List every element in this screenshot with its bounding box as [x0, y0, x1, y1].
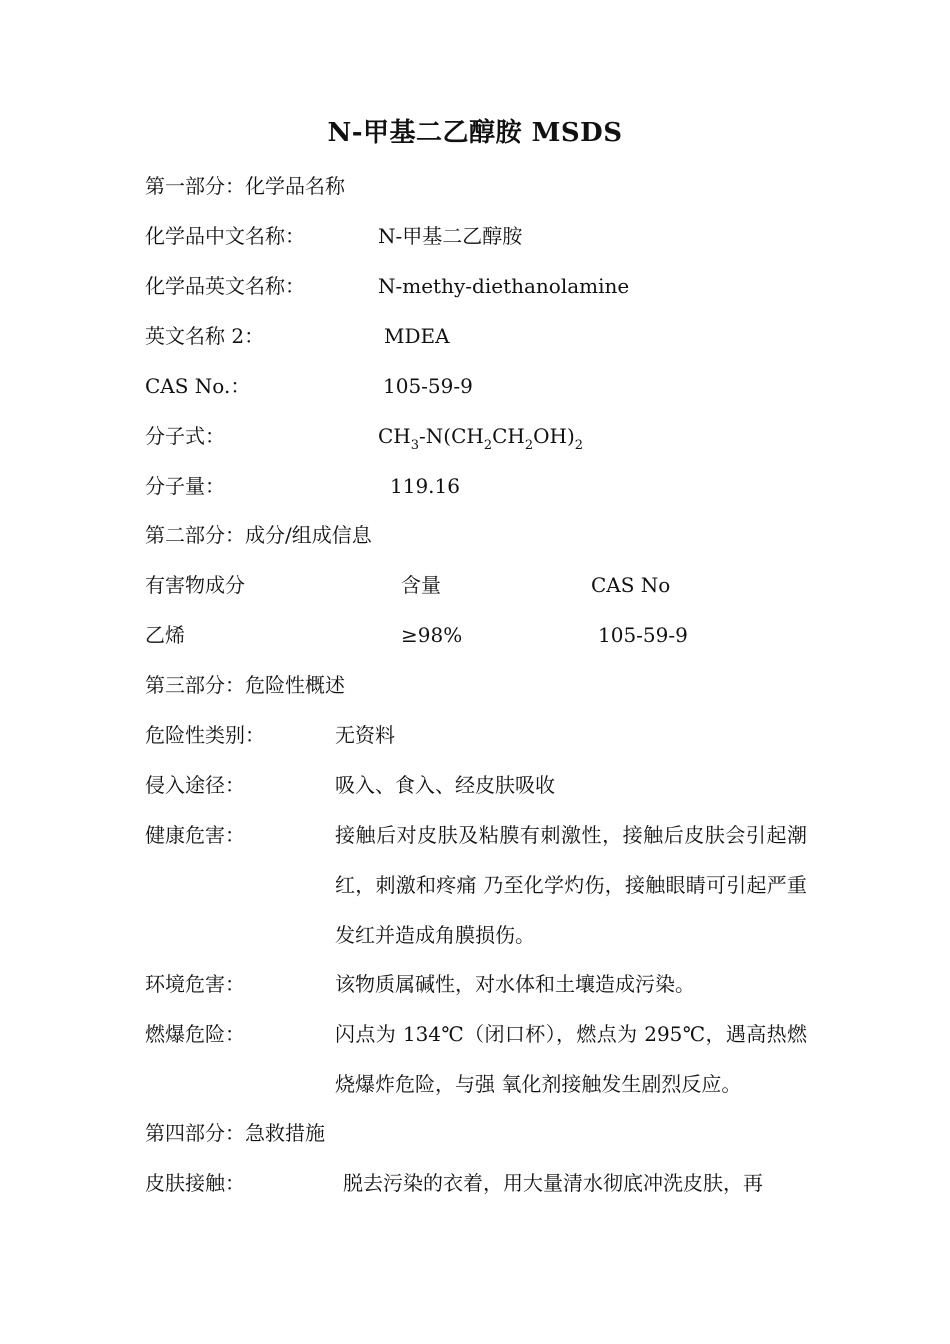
value-skin-contact: 脱去污染的衣着，用大量清水彻底冲洗皮肤，再 [343, 1171, 763, 1195]
label-en-name-2: 英文名称 2： [145, 324, 265, 348]
label-skin-contact: 皮肤接触： [145, 1171, 245, 1195]
value-health-hazard: 接触后对皮肤及粘膜有刺激性，接触后皮肤会引起潮红，刺激和疼痛 乃至化学灼伤，接触眼睛可引起严重发红并造成角膜损伤。 [335, 823, 807, 947]
label-health-hazard: 健康危害： [145, 823, 245, 847]
value-cn-name: N-甲基二乙醇胺 [378, 224, 523, 248]
label-en-name: 化学品英文名称： [145, 274, 305, 298]
table-header-content: 含量 [401, 573, 441, 597]
value-fire-hazard: 闪点为 134℃（闭口杯），燃点为 295℃，遇高热燃烧爆炸危险，与强 氧化剂接触发生剧烈反应。 [335, 1022, 807, 1096]
label-molecular-weight: 分子量： [145, 474, 225, 498]
label-formula: 分子式： [145, 424, 225, 448]
label-exposure-route: 侵入途径： [145, 773, 245, 797]
value-en-name-2: MDEA [384, 324, 450, 348]
label-cas-no: CAS No.： [145, 374, 251, 398]
value-exposure-route: 吸入、食入、经皮肤吸收 [335, 773, 555, 797]
label-hazard-class: 危险性类别： [145, 723, 265, 747]
value-cas-no: 105-59-9 [383, 374, 473, 398]
value-molecular-weight: 119.16 [390, 474, 460, 498]
table-header-cas: CAS No [591, 573, 671, 597]
table-cell-content: ≥98% [401, 623, 463, 647]
table-cell-cas: 105-59-9 [598, 623, 688, 647]
value-env-hazard: 该物质属碱性，对水体和土壤造成污染。 [335, 972, 695, 996]
value-en-name: N-methy-diethanolamine [378, 274, 630, 298]
value-formula: $CH_3-N(CH_2CH_2OH)_2$ [378, 424, 584, 453]
section-heading-part1: 第一部分：化学品名称 [145, 174, 345, 198]
label-cn-name: 化学品中文名称： [145, 224, 305, 248]
section-heading-part3: 第三部分：危险性概述 [145, 673, 345, 697]
section-heading-part4: 第四部分：急救措施 [145, 1121, 325, 1145]
label-fire-hazard: 燃爆危险： [145, 1022, 245, 1046]
document-title: N-甲基二乙醇胺 MSDS [327, 118, 623, 148]
label-env-hazard: 环境危害： [145, 972, 245, 996]
section-heading-part2: 第二部分：成分/组成信息 [145, 523, 372, 547]
value-hazard-class: 无资料 [335, 723, 395, 747]
table-cell-component: 乙烯 [145, 623, 185, 647]
table-header-component: 有害物成分 [145, 573, 245, 597]
